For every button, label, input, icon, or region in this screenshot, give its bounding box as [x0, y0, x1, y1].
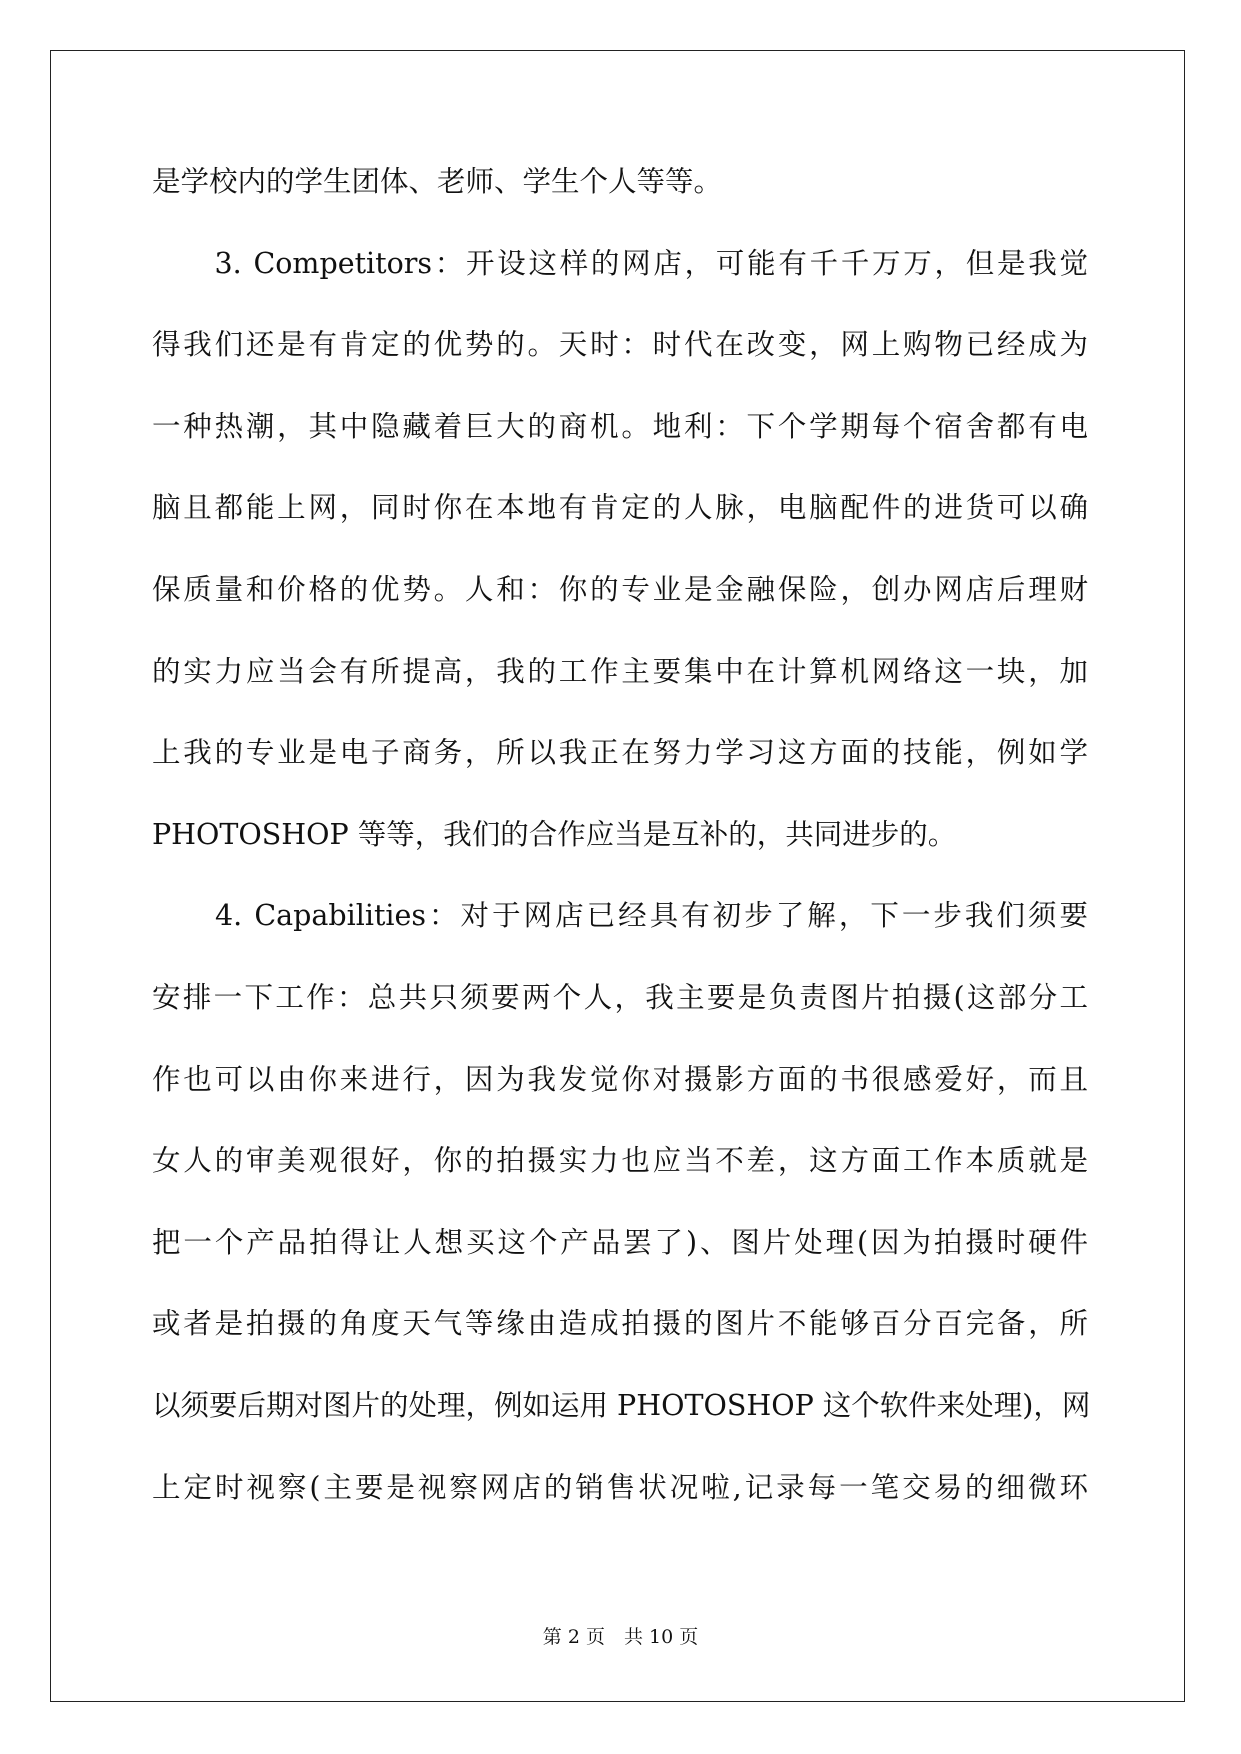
page-footer: [0, 1622, 1241, 1649]
text-line: 上定时视察(主要是视察网店的销售状况啦,记录每一笔交易的细微环: [152, 1470, 1088, 1504]
text-line: 把一个产品拍得让人想买这个产品罢了)、图片处理(因为拍摄时硬件: [152, 1225, 1088, 1259]
text-line: 是学校内的学生团体、老师、学生个人等等。: [152, 165, 723, 198]
text-line: 上我的专业是电子商务，所以我正在努力学习这方面的技能，例如学: [152, 736, 1088, 770]
text-line: 或者是拍摄的角度天气等缘由造成拍摄的图片不能够百分百完备，所: [152, 1307, 1088, 1341]
text-line: 以须要后期对图片的处理，例如运用 PHOTOSHOP 这个软件来处理)，网: [152, 1388, 1091, 1422]
text-line: 安排一下工作：总共只须要两个人，我主要是负责图片拍摄(这部分工: [152, 980, 1088, 1014]
text-line: 得我们还是有肯定的优势的。天时：时代在改变，网上购物已经成为: [152, 328, 1088, 362]
text-line: 的实力应当会有所提高，我的工作主要集中在计算机网络这一块，加: [152, 654, 1088, 688]
text-line: PHOTOSHOP 等等，我们的合作应当是互补的，共同进步的。: [152, 817, 957, 851]
text-line: 女人的审美观很好，你的拍摄实力也应当不差，这方面工作本质就是: [152, 1144, 1088, 1178]
text-line: 脑且都能上网，同时你在本地有肯定的人脉，电脑配件的进货可以确: [152, 491, 1088, 525]
text-line: 3. Competitors：开设这样的网店，可能有千千万万，但是我觉: [152, 246, 1088, 280]
text-line: 保质量和价格的优势。人和：你的专业是金融保险，创办网店后理财: [152, 572, 1088, 606]
text-line: 作也可以由你来进行，因为我发觉你对摄影方面的书很感爱好，而且: [152, 1062, 1088, 1096]
document-body: [152, 162, 1091, 1549]
text-line: 一种热潮，其中隐藏着巨大的商机。地利：下个学期每个宿舍都有电: [152, 409, 1088, 443]
text-line: 4. Capabilities：对于网店已经具有初步了解，下一步我们须要: [152, 899, 1088, 933]
page-number-label: 第 2 页 共 10 页: [542, 1626, 699, 1648]
